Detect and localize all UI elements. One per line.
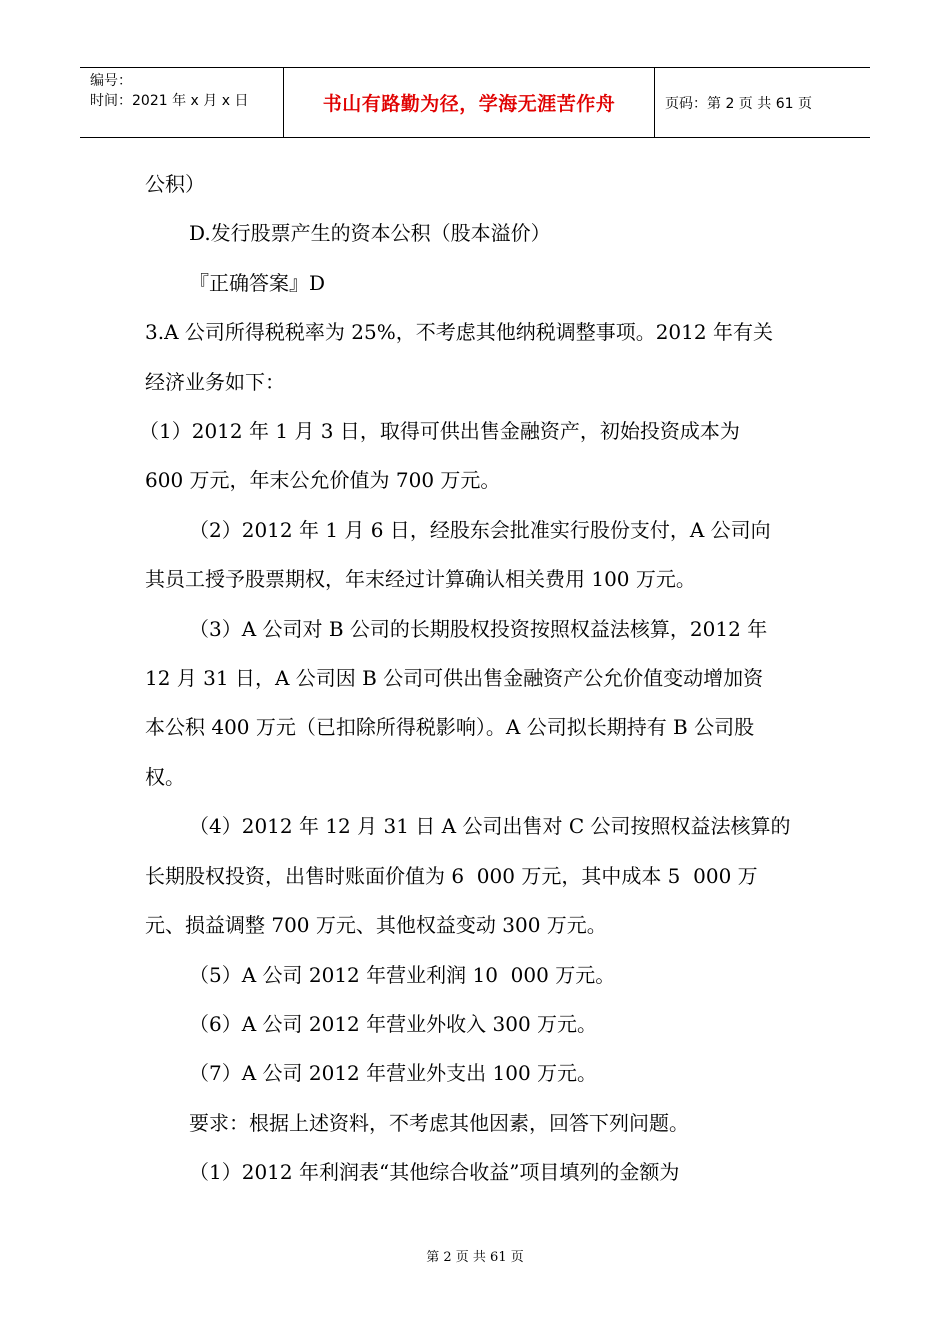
- body-line: （4）2012 年 12 月 31 日 A 公司出售对 C 公司按照权益法核算的: [189, 814, 791, 839]
- body-line: 本公积 400 万元（已扣除所得税影响）。A 公司拟长期持有 B 公司股: [145, 715, 755, 740]
- body-line: 长期股权投资，出售时账面价值为 6 000 万元，其中成本 5 000 万: [145, 863, 758, 888]
- code-label: 编号：: [90, 73, 132, 89]
- page-header: [80, 67, 870, 138]
- body-line: （6）A 公司 2012 年营业外收入 300 万元。: [189, 1011, 598, 1036]
- document-body: [139, 160, 810, 1198]
- body-line: 12 月 31 日，A 公司因 B 公司可供出售金融资产公允价值变动增加资: [145, 666, 764, 691]
- header-page-info: 页码：第 2 页 共 61 页: [665, 95, 812, 112]
- body-line: 3.A 公司所得税税率为 25%，不考虑其他纳税调整事项。2012 年有关: [145, 320, 773, 345]
- body-line: D.发行股票产生的资本公积（股本溢价）: [189, 221, 551, 246]
- body-line: 其员工授予股票期权，年末经过计算确认相关费用 100 万元。: [145, 567, 696, 592]
- body-line: 要求：根据上述资料，不考虑其他因素，回答下列问题。: [189, 1110, 689, 1135]
- body-line: （1）2012 年 1 月 3 日，取得可供出售金融资产，初始投资成本为: [139, 419, 740, 444]
- body-line: （1）2012 年利润表“其他综合收益”项目填列的金额为: [189, 1160, 680, 1185]
- body-line: 公积）: [145, 172, 205, 196]
- body-line: 元、损益调整 700 万元、其他权益变动 300 万元。: [145, 913, 607, 938]
- body-line: 『正确答案』D: [189, 270, 326, 295]
- page-footer: 第 2 页 共 61 页: [426, 1250, 524, 1265]
- body-line: 经济业务如下：: [145, 369, 285, 394]
- body-line: （3）A 公司对 B 公司的长期股权投资按照权益法核算，2012 年: [189, 616, 768, 641]
- header-meta: [80, 68, 283, 137]
- body-line: 600 万元，年末公允价值为 700 万元。: [145, 468, 501, 493]
- header-motto: 书山有路勤为径，学海无涯苦作舟: [283, 68, 655, 137]
- body-line: （7）A 公司 2012 年营业外支出 100 万元。: [189, 1061, 598, 1086]
- body-line: 权。: [145, 764, 185, 789]
- time-label: 时间：2021 年 x 月 x 日: [90, 93, 249, 109]
- body-line: （2）2012 年 1 月 6 日，经股东会批准实行股份支付，A 公司向: [189, 517, 771, 542]
- body-line: （5）A 公司 2012 年营业利润 10 000 万元。: [189, 962, 616, 987]
